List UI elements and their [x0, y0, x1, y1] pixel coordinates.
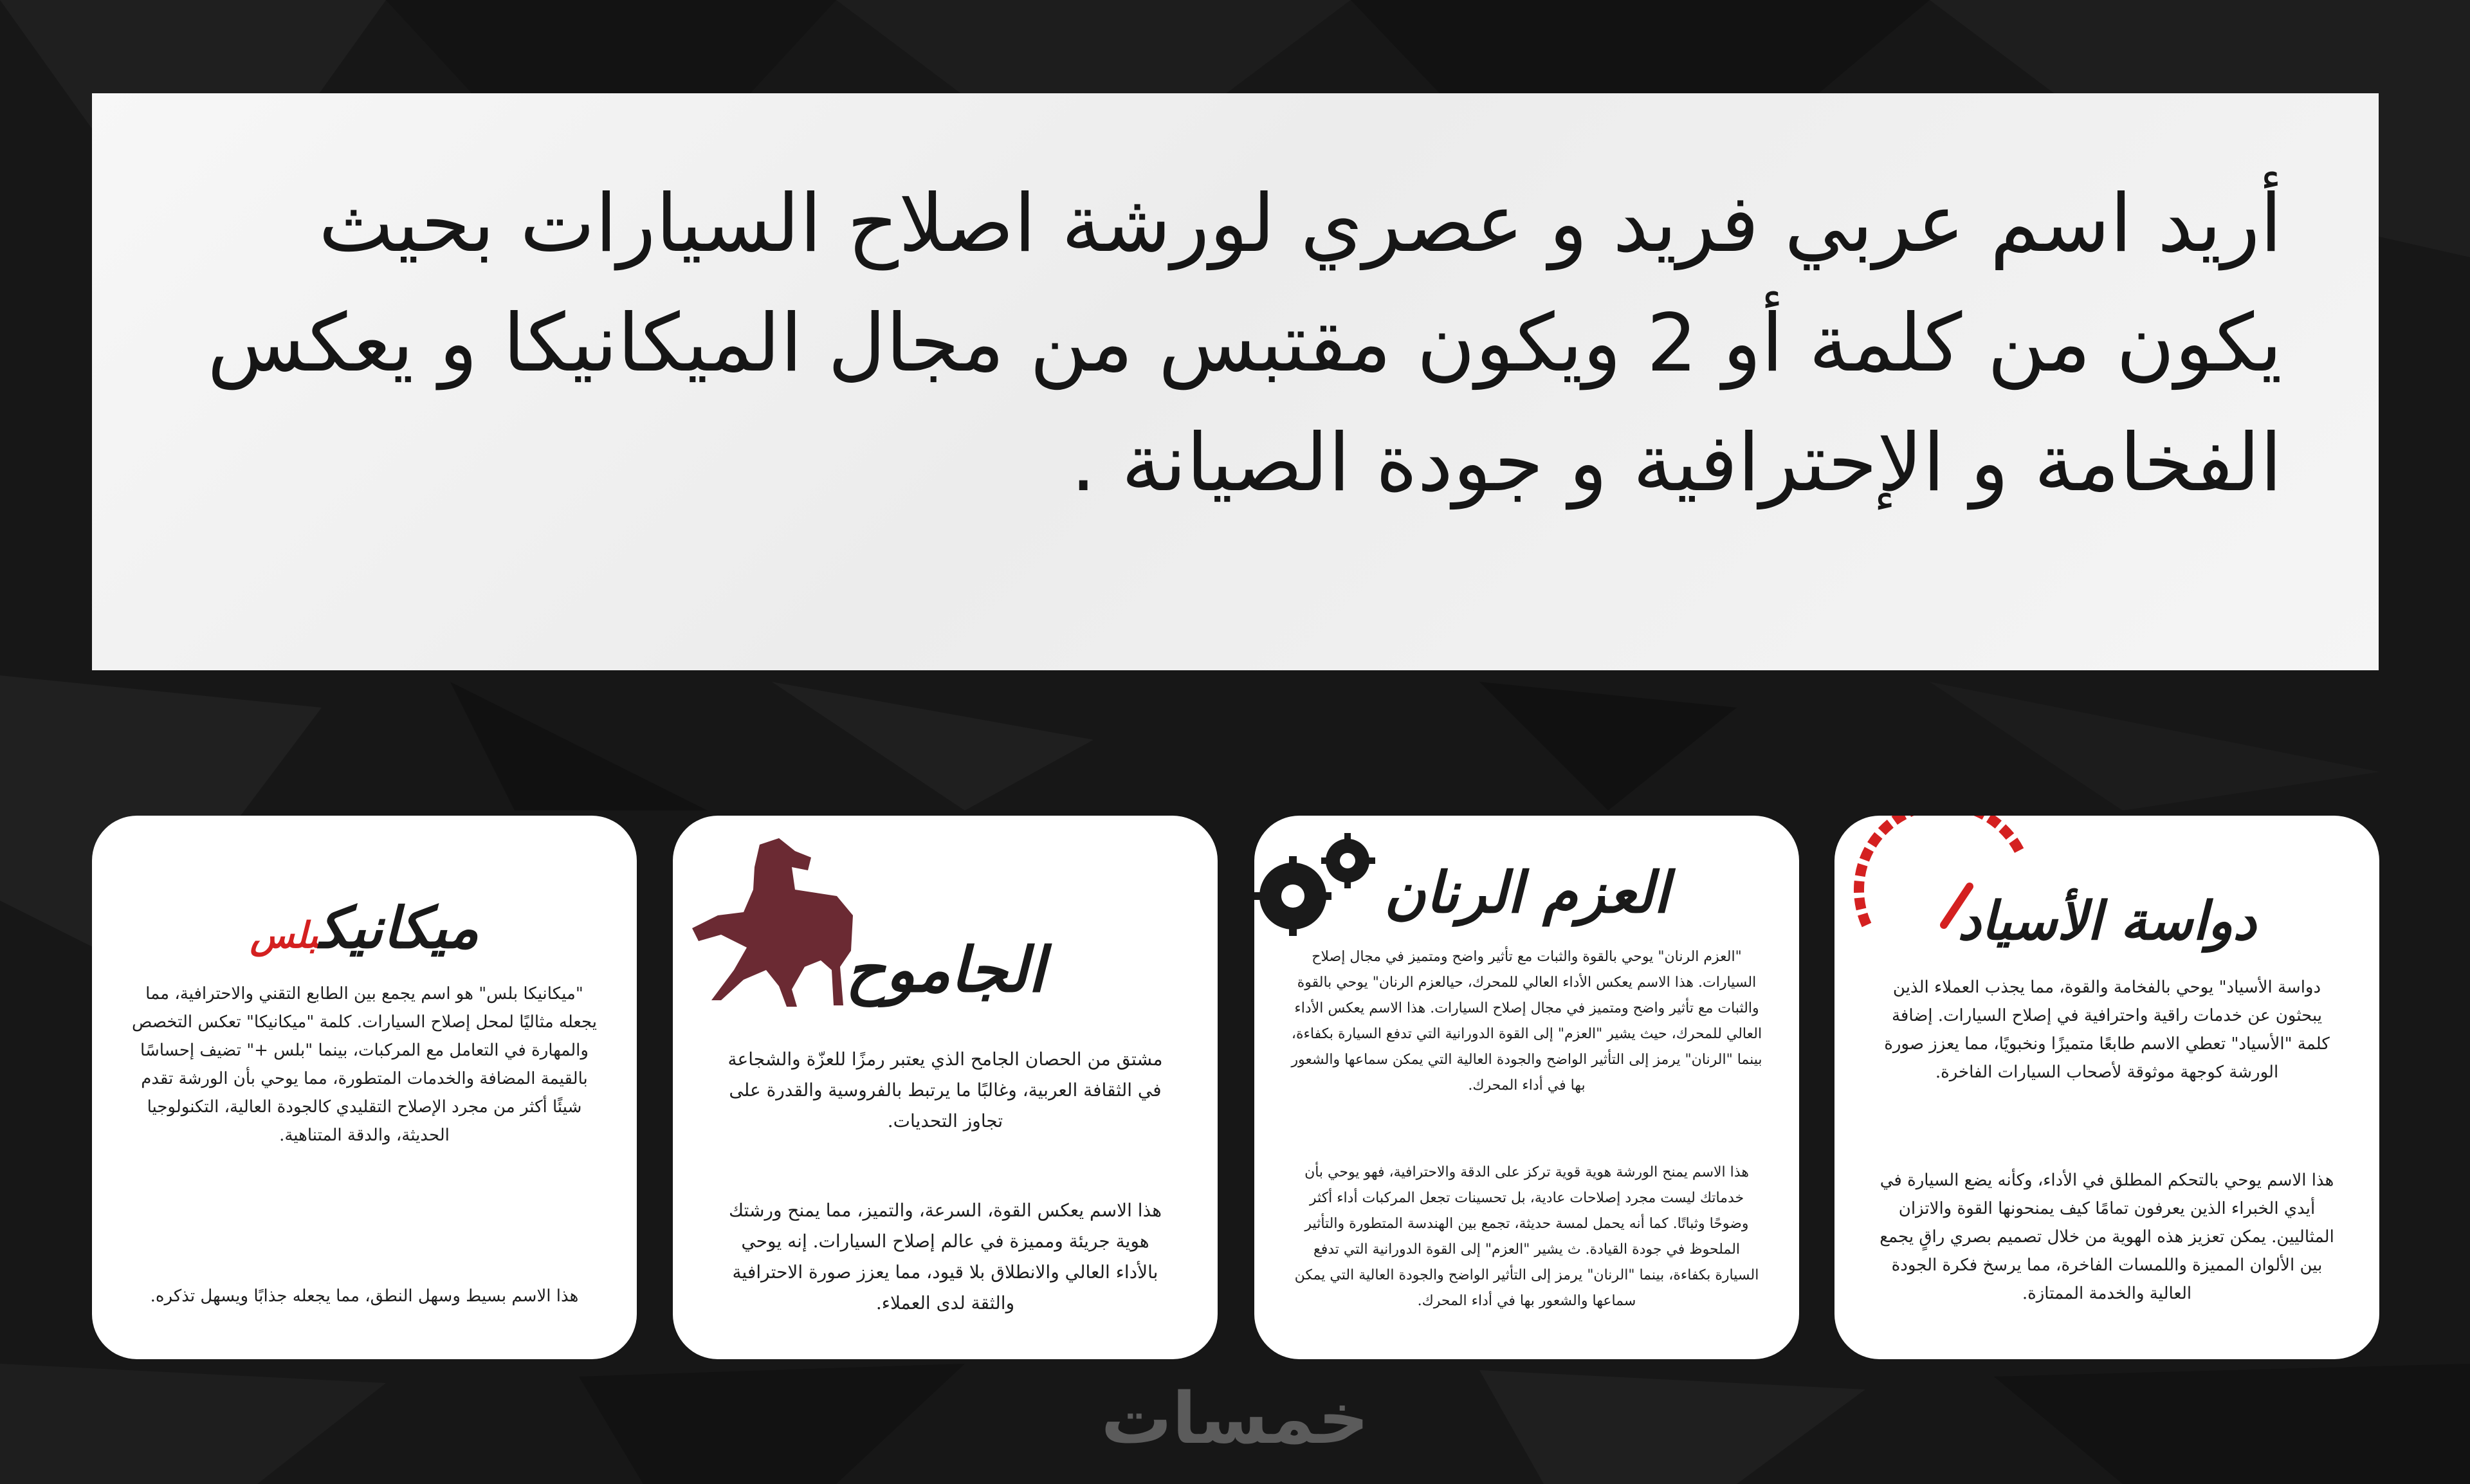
card-paragraph-1: دواسة الأسياد" يوحي بالفخامة والقوة، مما يجذب العملاء الذين يبحثون عن خدمات راقية واحترافية في إصلاح السيارات. إضافة كلمة "الأسياد" تعطي الاسم طابعًا متميزًا ونخبويًا، مما يعزز صورة الورشة كوجهة موثوقة لأصحاب السيارات الفاخرة.: [1884, 978, 2330, 1082]
card-paragraph-1: "ميكانيكا بلس" هو اسم يجمع بين الطابع التقني والاحترافية، مما يجعله مثاليًا لمحل إصلاح السيارات. كلمة "ميكانيكا" تعكس التخصص والمهارة في التعامل مع المركبات، بينما "بلس +" تضيف إحساسًا بالقيمة المضافة والخدمات المتطورة، مما يوحي بأن الورشة تقدم شيئًا أكثر من مجرد الإصلاح التقليدي كالجودة العالية، التكنولوجيا الحديثة، والدقة المتناهية.: [131, 984, 597, 1145]
card-paragraph-1: مشتق من الحصان الجامح الذي يعتبر رمزًا للعزّة والشجاعة في الثقافة العربية، وغالبًا ما يرتبط بالفروسية والقدرة على تجاوز التحديات.: [727, 1049, 1163, 1131]
name-card-dawwasat-alasyad: [1834, 816, 2379, 1359]
logo-text: [92, 890, 637, 975]
name-card-mechanic-plus: [92, 816, 637, 1359]
name-card-alazm-alrannan: [1254, 816, 1799, 1359]
card-paragraph-2: هذا الاسم يوحي بالتحكم المطلق في الأداء، وكأنه يضع السيارة في أيدي الخبراء الذين يعرفون تمامًا كيف يمنحونها القوة والاتزان المثاليين. يمكن تعزيز هذه الهوية من خلال تصميم بصري راقٍ يجمع بين الألوان المميزة واللمسات الفاخرة، مما يرسخ فكرة الجودة العالية والخدمة الممتازة.: [1880, 1171, 2334, 1303]
banner-text: أريد اسم عربي فريد و عصري لورشة اصلاح السيارات بحيث يكون من كلمة أو 2 ويكون مقتبس من مجال الميكانيكا و يعكس الفخامة و الإحترافية و جودة الصيانة .: [207, 178, 2282, 509]
footer-brand-logo: خمسات: [1101, 1377, 1369, 1460]
card-paragraph-1: "العزم الرنان" يوحي بالقوة والثبات مع تأثير واضح ومتميز في مجال إصلاح السيارات. هذا الاسم يعكس الأداء العالي للمحرك، حيالعزم الرنان" يوحي بالقوة والثبات مع تأثير واضح ومتميز في مجال إصلاح السيارات. هذا الاسم يعكس الأداء العالي للمحرك، حيث يشير "العزم" إلى القوة الدورانية التي تدفع السيارة بكفاءة، بينما "الرنان" يرمز إلى التأثير الواضح والجودة العالية التي يمكن سماعها والشعور بها في أداء المحرك.: [1291, 949, 1762, 1094]
name-card-aljamooh: [673, 816, 1218, 1359]
card-paragraph-2: هذا الاسم بسيط وسهل النطق، مما يجعله جذابًا ويسهل تذكره.: [150, 1287, 579, 1306]
logo-main: ميكانيك: [318, 895, 479, 961]
logo-accent: بلس: [250, 915, 319, 957]
card-paragraph-2: هذا الاسم يمنح الورشة هوية قوية تركز على الدقة والاحترافية، فهو يوحي بأن خدماتك ليست مجرد إصلاحات عادية، بل تحسينات تجعل المركبات أداء أكثر وضوحًا وثباتًا. كما أنه يحمل لمسة حديثة، تجمع بين الهندسة المتطورة والتأثير الملحوظ في جودة القيادة. ث يشير "العزم" إلى القوة الدورانية التي تدفع السيارة بكفاءة، بينما "الرنان" يرمز إلى التأثير الواضح والجودة العالية التي يمكن سماعها والشعور بها في أداء المحرك.: [1294, 1164, 1759, 1309]
logo-text: دواسة الأسياد: [1957, 891, 2256, 952]
logo-text: الجاموح: [845, 934, 1045, 1006]
logo-text: العزم الرنان: [1384, 859, 1670, 926]
question-banner: [92, 93, 2379, 670]
card-paragraph-2: هذا الاسم يعكس القوة، السرعة، والتميز، مما يمنح ورشتك هوية جريئة ومميزة في عالم إصلاح السيارات. إنه يوحي بالأداء العالي والانطلاق بلا قيود، مما يعزز صورة الاحترافية والثقة لدى العملاء.: [728, 1200, 1162, 1314]
